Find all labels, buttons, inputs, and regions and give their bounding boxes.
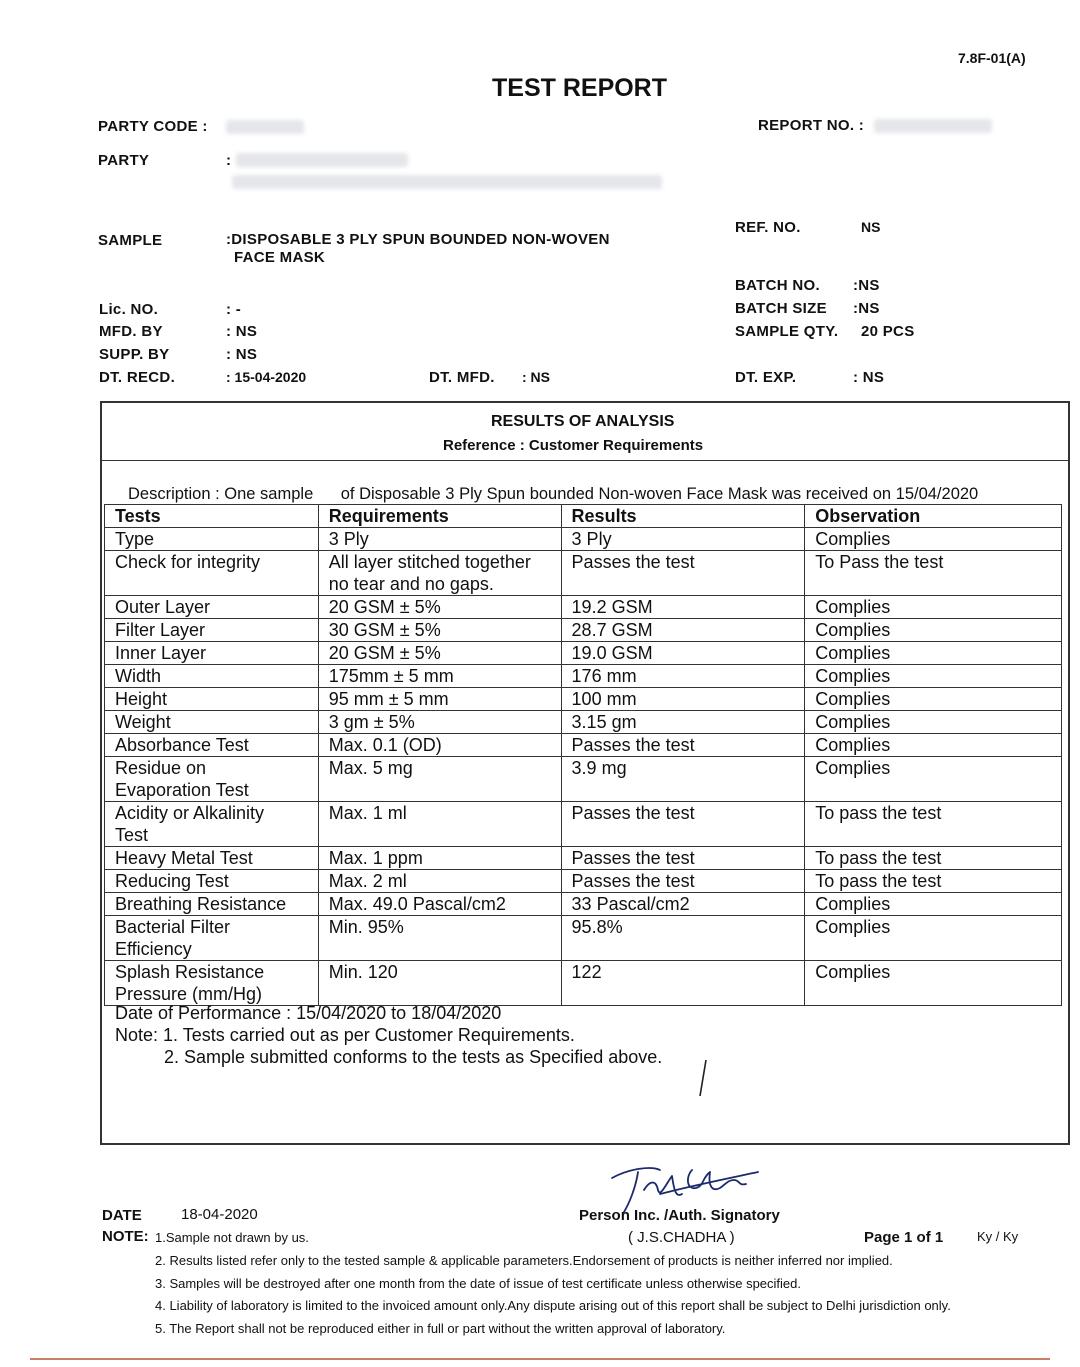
bottom-rule xyxy=(30,1358,1050,1360)
mfd-by-value: : NS xyxy=(226,323,258,340)
sample-qty-label: SAMPLE QTY. xyxy=(735,323,839,340)
date-label: DATE xyxy=(102,1207,142,1224)
table-cell: 3 Ply xyxy=(318,528,561,551)
table-row xyxy=(105,916,1062,961)
table-cell: To pass the test xyxy=(805,802,1062,847)
table-cell: 28.7 GSM xyxy=(561,619,805,642)
table-cell: Max. 5 mg xyxy=(318,757,561,802)
table-cell: Max. 1 ml xyxy=(318,802,561,847)
table-cell: 95 mm ± 5 mm xyxy=(318,688,561,711)
mfd-by-label: MFD. BY xyxy=(99,323,163,340)
party-colon: : xyxy=(226,152,232,169)
table-cell: Complies xyxy=(805,665,1062,688)
table-cell: All layer stitched together no tear and no gaps. xyxy=(318,551,561,596)
table-cell: Width xyxy=(105,665,319,688)
results-reference: Reference : Customer Requirements xyxy=(443,437,704,454)
ref-no-value: NS xyxy=(861,219,881,235)
table-cell: 100 mm xyxy=(561,688,805,711)
report-no-redacted xyxy=(874,119,992,133)
table-cell: Type xyxy=(105,528,319,551)
table-cell: Passes the test xyxy=(561,870,805,893)
note-label: NOTE: xyxy=(102,1228,149,1245)
sample-value-line2: FACE MASK xyxy=(234,249,326,266)
sample-label: SAMPLE xyxy=(98,232,163,249)
table-cell: Max. 0.1 (OD) xyxy=(318,734,561,757)
party-address-redacted xyxy=(232,175,662,189)
ref-no-label: REF. NO. xyxy=(735,219,801,236)
table-cell: Check for integrity xyxy=(105,551,319,596)
table-cell: Min. 95% xyxy=(318,916,561,961)
table-cell: To pass the test xyxy=(805,870,1062,893)
report-no-label: REPORT NO. : xyxy=(758,117,865,134)
table-cell: 3 Ply xyxy=(561,528,805,551)
table-cell: Complies xyxy=(805,893,1062,916)
table-header-cell: Tests xyxy=(105,505,319,528)
table-header-cell: Results xyxy=(561,505,805,528)
table-cell: 19.2 GSM xyxy=(561,596,805,619)
table-row xyxy=(105,688,1062,711)
table-cell: 95.8% xyxy=(561,916,805,961)
footer-note-1: 1.Sample not drawn by us. xyxy=(155,1230,309,1245)
footer-note-2: 2. Results listed refer only to the tested sample & applicable parameters.Endorsement of products is neither inferred nor implied. xyxy=(155,1253,893,1268)
table-cell: To Pass the test xyxy=(805,551,1062,596)
results-table xyxy=(104,504,1062,1006)
table-row xyxy=(105,642,1062,665)
results-header-divider xyxy=(102,460,1068,461)
table-header-row xyxy=(105,505,1062,528)
dt-recd-value: : 15-04-2020 xyxy=(226,369,307,385)
table-cell: Complies xyxy=(805,916,1062,961)
table-header-cell: Requirements xyxy=(318,505,561,528)
table-cell: Splash Resistance Pressure (mm/Hg) xyxy=(105,961,319,1006)
table-cell: Max. 49.0 Pascal/cm2 xyxy=(318,893,561,916)
table-cell: Passes the test xyxy=(561,802,805,847)
signatory-title: Person Inc. /Auth. Signatory xyxy=(579,1207,780,1224)
lic-no-value: : - xyxy=(226,301,242,318)
table-cell: Residue on Evaporation Test xyxy=(105,757,319,802)
table-cell: Outer Layer xyxy=(105,596,319,619)
footer-note-5: 5. The Report shall not be reproduced either in full or part without the written approval of laboratory. xyxy=(155,1321,726,1336)
dt-mfd-value: : NS xyxy=(522,369,550,385)
table-row xyxy=(105,870,1062,893)
table-cell: Heavy Metal Test xyxy=(105,847,319,870)
table-cell: Inner Layer xyxy=(105,642,319,665)
supp-by-value: : NS xyxy=(226,346,258,363)
page-title: TEST REPORT xyxy=(492,74,668,102)
table-cell: Complies xyxy=(805,961,1062,1006)
results-title: RESULTS OF ANALYSIS xyxy=(491,413,675,430)
table-cell: Breathing Resistance xyxy=(105,893,319,916)
table-cell: Complies xyxy=(805,528,1062,551)
batch-no-value: :NS xyxy=(853,277,880,294)
batch-size-label: BATCH SIZE xyxy=(735,300,827,317)
dt-mfd-label: DT. MFD. xyxy=(429,369,495,386)
table-cell: Min. 120 xyxy=(318,961,561,1006)
table-cell: Complies xyxy=(805,596,1062,619)
date-value: 18-04-2020 xyxy=(181,1206,258,1223)
table-row xyxy=(105,528,1062,551)
table-cell: Absorbance Test xyxy=(105,734,319,757)
dt-recd-label: DT. RECD. xyxy=(99,369,176,386)
table-cell: Height xyxy=(105,688,319,711)
table-cell: Bacterial Filter Efficiency xyxy=(105,916,319,961)
footer-note-3: 3. Samples will be destroyed after one month from the date of issue of test certificate unless otherwise specified. xyxy=(155,1276,801,1291)
table-cell: Max. 1 ppm xyxy=(318,847,561,870)
table-cell: 3 gm ± 5% xyxy=(318,711,561,734)
signatory-name: ( J.S.CHADHA ) xyxy=(628,1229,735,1246)
table-row xyxy=(105,619,1062,642)
ky-mark: Ky / Ky xyxy=(977,1229,1019,1244)
sample-description: Description : One sample of Disposable 3 Ply Spun bounded Non-woven Face Mask was received on 15/04/2020 xyxy=(128,485,979,503)
table-cell: 33 Pascal/cm2 xyxy=(561,893,805,916)
table-cell: Complies xyxy=(805,734,1062,757)
table-cell: 19.0 GSM xyxy=(561,642,805,665)
table-cell: Weight xyxy=(105,711,319,734)
party-name-redacted xyxy=(236,153,408,167)
sample-qty-value: 20 PCS xyxy=(861,323,915,340)
table-cell: Max. 2 ml xyxy=(318,870,561,893)
table-header-cell: Observation xyxy=(805,505,1062,528)
table-cell: Filter Layer xyxy=(105,619,319,642)
sample-value-line1: :DISPOSABLE 3 PLY SPUN BOUNDED NON-WOVEN xyxy=(226,231,610,248)
footer-note-4: 4. Liability of laboratory is limited to the invoiced amount only.Any dispute arising out of this report shall be subject to Delhi jurisdiction only. xyxy=(155,1298,951,1313)
party-code-label: PARTY CODE : xyxy=(98,118,208,135)
table-cell: 3.9 mg xyxy=(561,757,805,802)
table-cell: Complies xyxy=(805,757,1062,802)
party-label: PARTY xyxy=(98,152,150,169)
pen-mark xyxy=(696,1058,710,1098)
table-cell: 20 GSM ± 5% xyxy=(318,596,561,619)
party-code-redacted xyxy=(226,120,304,134)
table-cell: Acidity or Alkalinity Test xyxy=(105,802,319,847)
table-cell: 20 GSM ± 5% xyxy=(318,642,561,665)
table-cell: 30 GSM ± 5% xyxy=(318,619,561,642)
supp-by-label: SUPP. BY xyxy=(99,346,170,363)
table-row xyxy=(105,847,1062,870)
table-row xyxy=(105,551,1062,596)
page-number: Page 1 of 1 xyxy=(864,1229,944,1246)
batch-no-label: BATCH NO. xyxy=(735,277,820,294)
table-row xyxy=(105,961,1062,1006)
dt-exp-value: : NS xyxy=(853,369,885,386)
table-cell: 3.15 gm xyxy=(561,711,805,734)
table-row xyxy=(105,711,1062,734)
table-cell: 176 mm xyxy=(561,665,805,688)
form-code: 7.8F-01(A) xyxy=(958,50,1026,66)
table-row xyxy=(105,802,1062,847)
table-cell: To pass the test xyxy=(805,847,1062,870)
dt-exp-label: DT. EXP. xyxy=(735,369,797,386)
table-cell: Complies xyxy=(805,711,1062,734)
table-cell: Complies xyxy=(805,688,1062,711)
table-cell: Reducing Test xyxy=(105,870,319,893)
table-cell: Complies xyxy=(805,642,1062,665)
table-row xyxy=(105,734,1062,757)
table-row xyxy=(105,893,1062,916)
table-cell: Passes the test xyxy=(561,734,805,757)
table-row xyxy=(105,665,1062,688)
table-cell: Complies xyxy=(805,619,1062,642)
table-row xyxy=(105,596,1062,619)
table-row xyxy=(105,757,1062,802)
table-cell: 175mm ± 5 mm xyxy=(318,665,561,688)
table-cell: 122 xyxy=(561,961,805,1006)
table-cell: Passes the test xyxy=(561,551,805,596)
table-cell: Passes the test xyxy=(561,847,805,870)
note-1: Note: 1. Tests carried out as per Customer Requirements. xyxy=(115,1025,575,1045)
note-2: 2. Sample submitted conforms to the tests as Specified above. xyxy=(164,1047,663,1067)
lic-no-label: Lic. NO. xyxy=(99,301,159,318)
date-of-performance: Date of Performance : 15/04/2020 to 18/04/2020 xyxy=(115,1003,502,1023)
batch-size-value: :NS xyxy=(853,300,880,317)
